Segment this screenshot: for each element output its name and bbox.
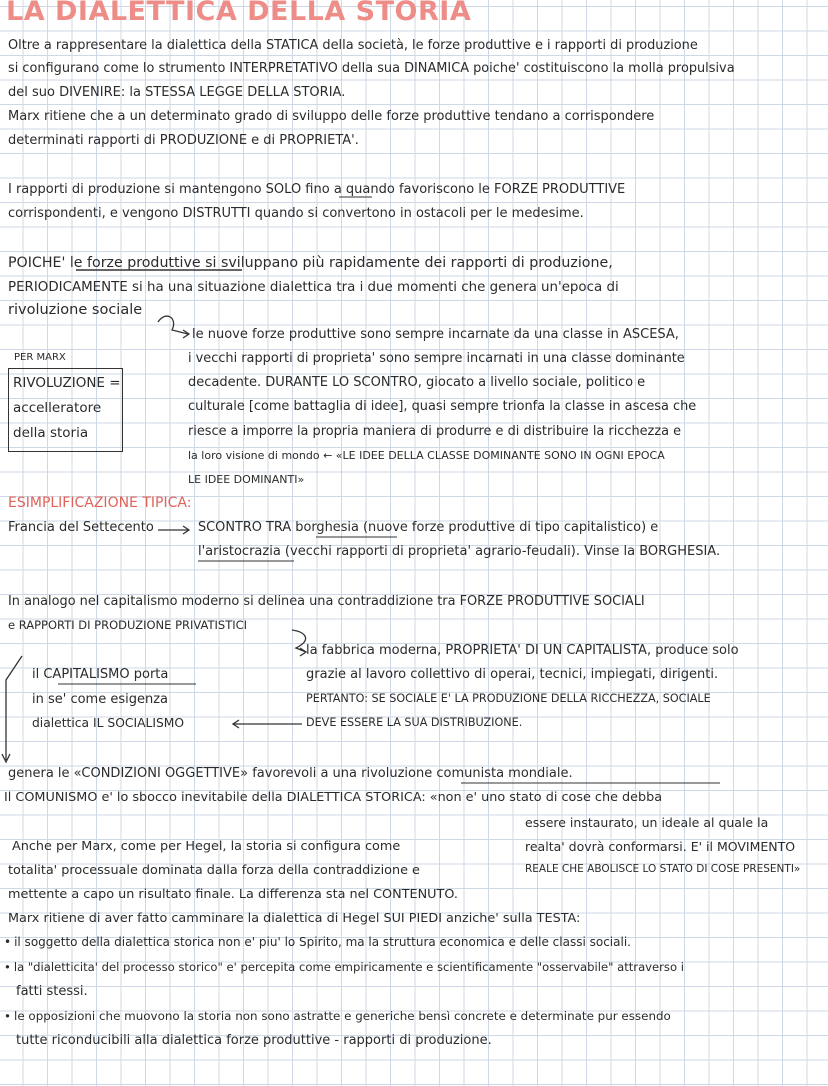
hegel-bullet-2: • la "dialetticita' del processo storico" e' percepita come empiricamente e scientificamente "osservabile" attraverso i: [4, 961, 684, 974]
example-heading: ESIMPLIFICAZIONE TIPICA:: [8, 495, 192, 511]
poiche-line-1: POICHE' le forze produttive si sviluppano più rapidamente dei rapporti di produzione,: [8, 255, 613, 271]
factory-line-3: PERTANTO: SE SOCIALE E' LA PRODUZIONE DELLA RICCHEZZA, SOCIALE: [306, 692, 711, 705]
factory-line-1: la fabbrica moderna, PROPRIETA' DI UN CAPITALISTA, produce solo: [306, 643, 739, 658]
intro-line-3: del suo DIVENIRE: la STESSA LEGGE DELLA STORIA.: [8, 85, 346, 100]
hegel-compare-2: totalita' processuale dominata dalla forza della contraddizione e: [8, 863, 420, 878]
factory-line-2: grazie al lavoro collettivo di operai, tecnici, impiegati, dirigenti.: [306, 667, 719, 682]
sidebox-line-3: della storia: [13, 425, 89, 441]
hegel-compare-1: Anche per Marx, come per Hegel, la storia si configura come: [12, 839, 401, 854]
factory-line-4: DEVE ESSERE LA SUA DISTRIBUZIONE.: [306, 716, 523, 729]
example-line-1: SCONTRO TRA borghesia (nuove forze produttive di tipo capitalistico) e: [198, 520, 659, 535]
example-left: Francia del Settecento: [8, 520, 154, 535]
hegel-bullet-1: • il soggetto della dialettica storica non e' piu' lo Spirito, ma la struttura economica e delle classi sociali.: [4, 936, 631, 949]
genera-line: genera le «CONDIZIONI OGGETTIVE» favorevoli a una rivoluzione comunista mondiale.: [8, 766, 573, 781]
classi-line-4: culturale [come battaglia di idee], quasi sempre trionfa la classe in ascesa che: [188, 399, 697, 414]
poiche-line-2: PERIODICAMENTE si ha una situazione dialettica tra i due momenti che genera un'epoca di: [8, 280, 619, 295]
capitalism-intro-1: In analogo nel capitalismo moderno si delinea una contraddizione tra FORZE PRODUTTIVE SOCIALI: [8, 594, 645, 609]
intro-line-2: si configurano come lo strumento INTERPRETATIVO della sua DINAMICA poiche' costituiscono la molla propulsiva: [8, 61, 735, 76]
classi-line-1: le nuove forze produttive sono sempre incarnate da una classe in ASCESA,: [192, 327, 679, 342]
capitalism-left-2: in se' come esigenza: [32, 692, 169, 707]
intro-line-5: determinati rapporti di PRODUZIONE e di PROPRIETA'.: [8, 133, 359, 148]
classi-line-6: la loro visione di mondo ← «LE IDEE DELLA CLASSE DOMINANTE SONO IN OGNI EPOCA: [188, 449, 665, 462]
communism-quote-1: essere instaurato, un ideale al quale la: [525, 815, 769, 830]
capitalism-left-1: il CAPITALISMO porta: [32, 667, 169, 682]
page-title: LA DIALETTICA DELLA STORIA: [6, 0, 472, 27]
classi-line-5: riesce a imporre la propria maniera di produrre e di distribuire la ricchezza e: [188, 424, 682, 439]
hegel-compare-3: mettente a capo un risultato finale. La differenza sta nel CONTENUTO.: [8, 887, 458, 902]
sidebox-label: PER MARX: [14, 352, 66, 363]
communism-line-1: Il COMUNISMO e' lo sbocco inevitabile della DIALETTICA STORICA: «non e' uno stato di cose che debba: [4, 790, 663, 805]
hegel-intro: Marx ritiene di aver fatto camminare la dialettica di Hegel SUI PIEDI anziche' sulla TESTA:: [8, 911, 581, 926]
intro-line-1: Oltre a rappresentare la dialettica della STATICA della società, le forze produttive e i rapporti di produzione: [8, 38, 698, 53]
rapporti-line-2: corrispondenti, e vengono DISTRUTTI quando si convertono in ostacoli per le medesime.: [8, 206, 584, 221]
hegel-bullet-3-cont: tutte riconducibili alla dialettica forze produttive - rapporti di produzione.: [16, 1033, 492, 1048]
sidebox-line-1: RIVOLUZIONE =: [13, 375, 121, 391]
poiche-line-3: rivoluzione sociale: [8, 302, 143, 318]
capitalism-intro-2: e RAPPORTI DI PRODUZIONE PRIVATISTICI: [8, 618, 248, 632]
intro-line-4: Marx ritiene che a un determinato grado di sviluppo delle forze produttive tendano a corrispondere: [8, 109, 655, 124]
classi-line-3: decadente. DURANTE LO SCONTRO, giocato a livello sociale, politico e: [188, 375, 646, 390]
sidebox-line-2: accelleratore: [13, 400, 102, 416]
example-line-2: l'aristocrazia (vecchi rapporti di proprieta' agrario-feudali). Vinse la BORGHESIA.: [198, 544, 721, 559]
classi-line-7: LE IDEE DOMINANTI»: [188, 473, 305, 486]
communism-quote-2: realta' dovrà conformarsi. E' il MOVIMENTO: [525, 839, 796, 854]
capitalism-left-3: dialettica IL SOCIALISMO: [32, 716, 185, 730]
classi-line-2: i vecchi rapporti di proprieta' sono sempre incarnati in una classe dominante: [188, 351, 685, 366]
communism-quote-3: REALE CHE ABOLISCE LO STATO DI COSE PRESENTI»: [525, 863, 801, 875]
hegel-bullet-3: • le opposizioni che muovono la storia non sono astratte e generiche bensì concrete e determinate pur essendo: [4, 1010, 671, 1023]
rapporti-line-1: I rapporti di produzione si mantengono SOLO fino a quando favoriscono le FORZE PRODUTTIVE: [8, 182, 626, 197]
hegel-bullet-2-cont: fatti stessi.: [16, 984, 88, 999]
